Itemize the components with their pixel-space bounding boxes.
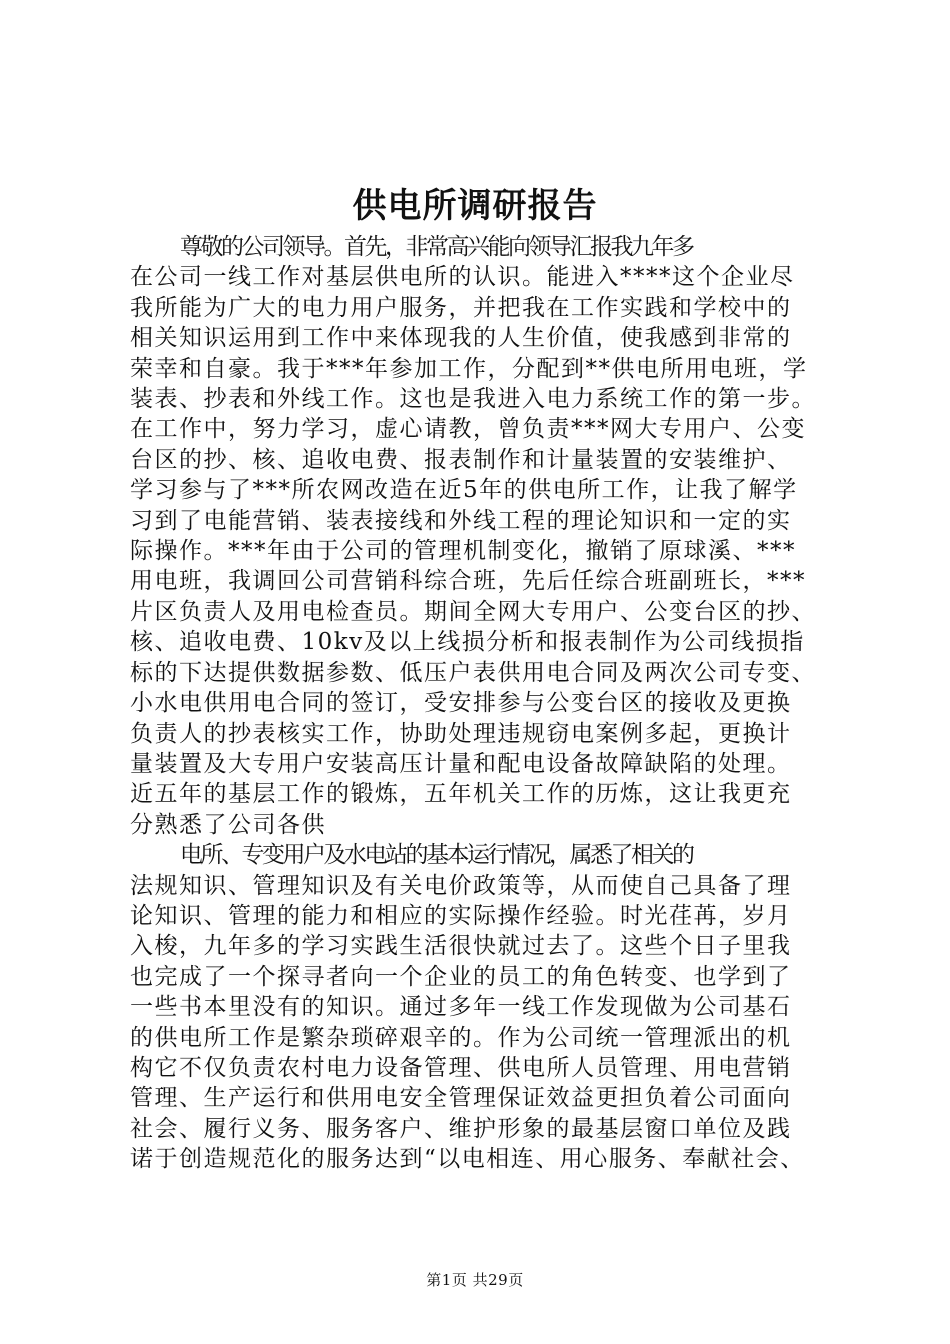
text-line: 标的下达提供数据参数、低压户表供用电合同及两次公司专变、 — [130, 659, 816, 686]
paragraph-2 — [130, 840, 830, 1174]
text-line: 法规知识、管理知识及有关电价政策等，从而使自己具备了理 — [130, 872, 792, 899]
text-line: 学习参与了***所农网改造在近5年的供电所工作，让我了解学 — [130, 477, 798, 504]
document-title: 供电所调研报告 — [352, 186, 598, 226]
text-line: 论知识、管理的能力和相应的实际操作经验。时光荏苒，岁月 — [130, 902, 792, 929]
text-line: 量装置及大专用户安装高压计量和配电设备故障缺陷的处理。 — [130, 750, 792, 777]
text-line: 构它不仅负责农村电力设备管理、供电所人员管理、用电营销 — [130, 1054, 792, 1081]
text-line: 近五年的基层工作的锻炼，五年机关工作的历炼，这让我更充 — [130, 781, 792, 808]
text-line: 片区负责人及用电检查员。期间全网大专用户、公变台区的抄、 — [130, 598, 816, 625]
text-line: 入梭，九年多的学习实践生活很快就过去了。这些个日子里我 — [130, 933, 792, 960]
text-line: 用电班，我调回公司营销科综合班，先后任综合班副班长，*** — [130, 568, 806, 595]
text-line: 电所、专变用户及水电站的基本运行情况，属悉了相关的 — [180, 842, 693, 869]
text-line: 荣幸和自豪。我于***年参加工作，分配到**供电所用电班，学 — [130, 355, 808, 382]
document-body — [130, 232, 830, 1175]
text-line: 的供电所工作是繁杂琐碎艰辛的。作为公司统一管理派出的机 — [130, 1024, 792, 1051]
text-line: 相关知识运用到工作中来体现我的人生价值，使我感到非常的 — [130, 325, 792, 352]
text-line: 管理、生产运行和供用电安全管理保证效益更担负着公司面向 — [130, 1085, 792, 1112]
text-line: 在工作中，努力学习，虚心请教，曾负责***网大专用户、公变 — [130, 416, 806, 443]
text-line: 核、追收电费、10kv及以上线损分析和报表制作为公司线损指 — [130, 629, 805, 656]
paragraph-1 — [130, 232, 830, 840]
page-number-footer: 第1页 共29页 — [426, 1271, 524, 1289]
text-line: 社会、履行义务、服务客户、维护形象的最基层窗口单位及践 — [130, 1115, 792, 1142]
text-line: 尊敬的公司领导。首先，非常高兴能向领导汇报我九年多 — [180, 234, 693, 260]
text-line: 台区的抄、核、追收电费、报表制作和计量装置的安装维护、 — [130, 446, 792, 473]
text-line: 分熟悉了公司各供 — [130, 811, 326, 838]
text-line: 小水电供用电合同的签订，受安排参与公变台区的接收及更换 — [130, 690, 792, 717]
text-line: 负责人的抄表核实工作，协助处理违规窃电案例多起，更换计 — [130, 720, 792, 747]
text-line: 一些书本里没有的知识。通过多年一线工作发现做为公司基石 — [130, 994, 792, 1021]
text-line: 装表、抄表和外线工作。这也是我进入电力系统工作的第一步。 — [130, 386, 816, 413]
text-line: 也完成了一个探寻者向一个企业的员工的角色转变、也学到了 — [130, 963, 792, 990]
text-line: 诺于创造规范化的服务达到“以电相连、用心服务、奉献社会、 — [130, 1146, 805, 1173]
text-line: 在公司一线工作对基层供电所的认识。能进入****这个企业尽 — [130, 264, 795, 291]
text-line: 习到了电能营销、装表接线和外线工程的理论知识和一定的实 — [130, 507, 792, 534]
text-line: 际操作。***年由于公司的管理机制变化，撤销了原球溪、*** — [130, 538, 796, 565]
text-line: 我所能为广大的电力用户服务，并把我在工作实践和学校中的 — [130, 294, 792, 321]
